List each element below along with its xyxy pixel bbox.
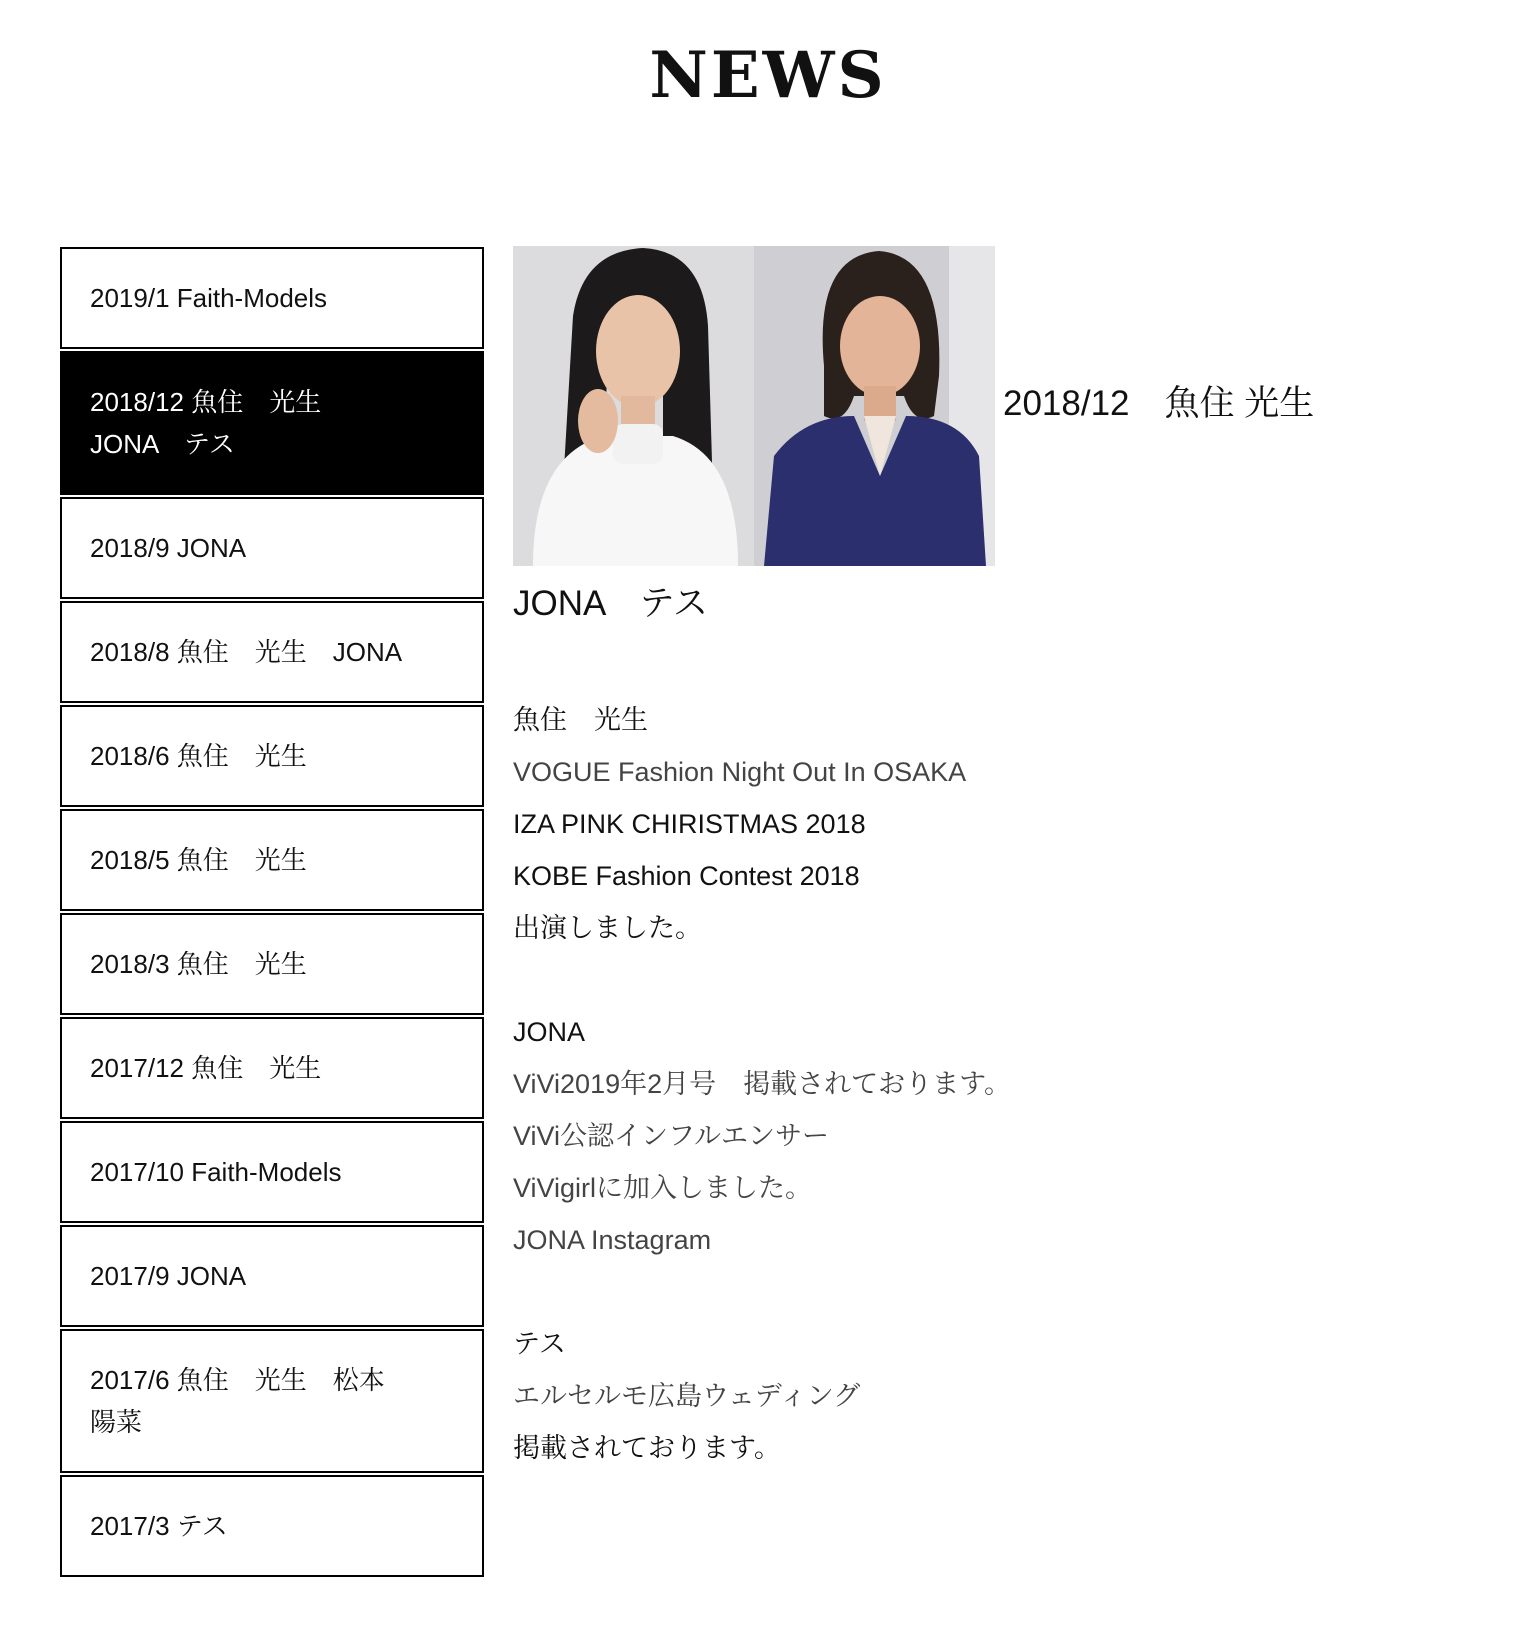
detail-body [513, 694, 1473, 1474]
wedding-link[interactable]: エルセルモ広島ウェディング [513, 1381, 861, 1411]
model-photo-left [513, 246, 754, 566]
event-text: 掲載されております。 [513, 1433, 781, 1463]
news-detail [513, 246, 1473, 1474]
news-list-item[interactable] [60, 1017, 484, 1119]
news-item-label: 2017/6 魚住 光生 松本 陽菜 [90, 1365, 385, 1437]
detail-date-title: 2018/12 魚住 光生 [1003, 384, 1315, 423]
event-text: 出演しました。 [513, 913, 702, 943]
news-item-label: 2018/9 JONA [90, 533, 247, 563]
news-item-label: 2017/10 Faith-Models [90, 1157, 342, 1187]
model-photo-right [754, 246, 995, 566]
section-name: テス [513, 1329, 566, 1359]
spacer [513, 954, 1473, 1006]
event-text: KOBE Fashion Contest 2018 [513, 861, 860, 891]
news-item-label: 2017/12 魚住 光生 [90, 1053, 322, 1083]
model-portrait-illustration [754, 246, 995, 566]
news-list-item[interactable] [60, 705, 484, 807]
news-list-item[interactable] [60, 1475, 484, 1577]
model-portrait-illustration [513, 246, 754, 566]
news-list-item[interactable] [60, 247, 484, 349]
event-text: IZA PINK CHIRISTMAS 2018 [513, 809, 866, 839]
instagram-link[interactable]: JONA Instagram [513, 1225, 712, 1255]
event-link[interactable]: VOGUE Fashion Night Out In OSAKA [513, 757, 967, 787]
news-list-item[interactable] [60, 601, 484, 703]
news-list-item[interactable] [60, 913, 484, 1015]
news-list [60, 247, 484, 1579]
section-name: JONA [513, 1017, 586, 1047]
news-list-item[interactable] [60, 1225, 484, 1327]
news-item-label: 2019/1 Faith-Models [90, 283, 328, 313]
magazine-link[interactable]: ViVi2019年2月号 掲載されております。 [513, 1069, 1011, 1099]
vivigirl-link[interactable]: ViVigirlに加入しました。 [513, 1173, 813, 1203]
news-item-label: 2017/3 テス [90, 1511, 228, 1541]
news-list-item[interactable] [60, 497, 484, 599]
news-item-label: 2018/3 魚住 光生 [90, 949, 307, 979]
news-photo [513, 246, 995, 566]
spacer [513, 1266, 1473, 1318]
influencer-link[interactable]: ViVi公認インフルエンサー [513, 1121, 829, 1151]
news-item-label: 2018/5 魚住 光生 [90, 845, 307, 875]
news-item-label: 2017/9 JONA [90, 1261, 247, 1291]
news-list-item[interactable] [60, 809, 484, 911]
section-name: 魚住 光生 [513, 705, 648, 735]
news-item-label: 2018/8 魚住 光生 JONA [90, 637, 403, 667]
detail-subtitle: JONA テス [513, 584, 709, 623]
news-item-label: 2018/6 魚住 光生 [90, 741, 307, 771]
news-list-item[interactable] [60, 1329, 484, 1473]
news-list-item-active[interactable] [60, 351, 484, 495]
news-item-label: 2018/12 魚住 光生 JONA テス [90, 387, 322, 459]
news-list-item[interactable] [60, 1121, 484, 1223]
page-title: NEWS [649, 38, 887, 113]
